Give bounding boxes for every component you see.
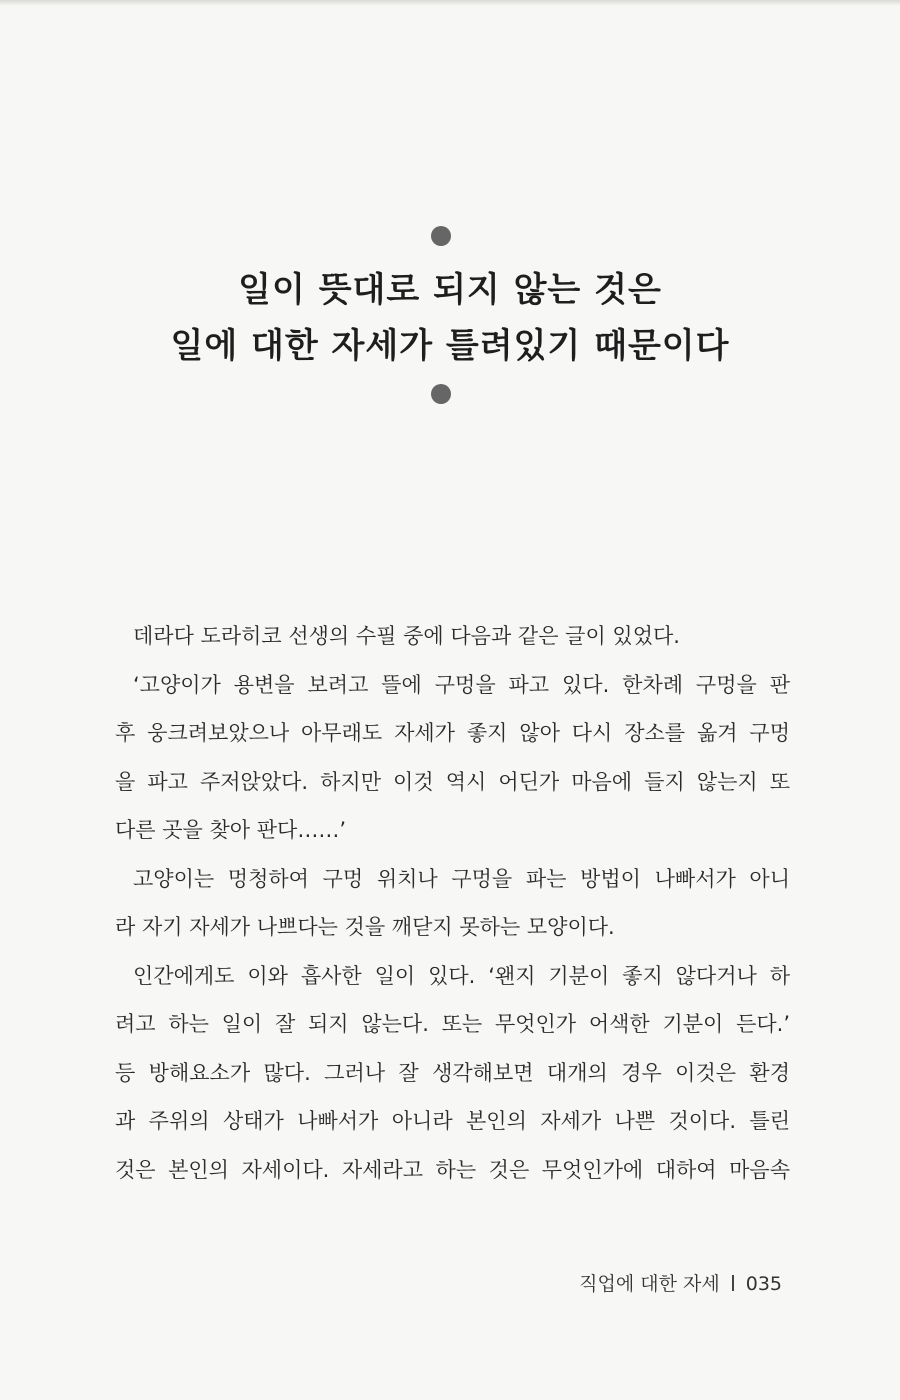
body-line: 것은 본인의 자세이다. 자세라고 하는 것은 무엇인가에 대하여 마음속: [115, 1157, 790, 1182]
footer-divider: [732, 1275, 734, 1291]
heading-line-1: 일이 뜻대로 되지 않는 것은: [238, 270, 662, 310]
body-text: [115, 612, 790, 1194]
body-line: 라 자기 자세가 나쁘다는 것을 깨닫지 못하는 모양이다.: [115, 915, 615, 939]
body-line: 후 웅크려보았으나 아무래도 자세가 좋지 않아 다시 장소를 옮겨 구멍: [115, 721, 790, 745]
body-line: 고양이는 멍청하여 구멍 위치나 구멍을 파는 방법이 나빠서가 아니: [133, 866, 790, 891]
body-line: 등 방해요소가 많다. 그러나 잘 생각해보면 대개의 경우 이것은 환경: [115, 1060, 790, 1085]
footer-section-title: 직업에 대한 자세: [579, 1273, 720, 1295]
body-line: 을 파고 주저앉았다. 하지만 이것 역시 어딘가 마음에 들지 않는지 또: [115, 769, 790, 794]
body-line: ‘고양이가 용변을 보려고 뜰에 구멍을 파고 있다. 한차례 구멍을 판: [133, 672, 790, 697]
heading-line-2: 일에 대한 자세가 틀려있기 때문이다: [170, 326, 730, 366]
body-line: 과 주위의 상태가 나빠서가 아니라 본인의 자세가 나쁜 것이다. 틀린: [115, 1109, 790, 1133]
body-line: 데라다 도라히코 선생의 수필 중에 다음과 같은 글이 있었다.: [133, 624, 680, 648]
body-line: 인간에게도 이와 흡사한 일이 있다. ‘왠지 기분이 좋지 않다거나 하: [133, 963, 790, 988]
heading-bottom-bullet-icon: [431, 384, 451, 404]
heading-top-bullet-icon: [431, 226, 451, 246]
page-top-edge: [0, 0, 900, 6]
page-number: 035: [745, 1273, 782, 1295]
page-footer: [579, 1269, 782, 1296]
body-line: 려고 하는 일이 잘 되지 않는다. 또는 무엇인가 어색한 기분이 든다.’: [115, 1012, 790, 1036]
body-line: 다른 곳을 찾아 판다……’: [115, 818, 346, 842]
